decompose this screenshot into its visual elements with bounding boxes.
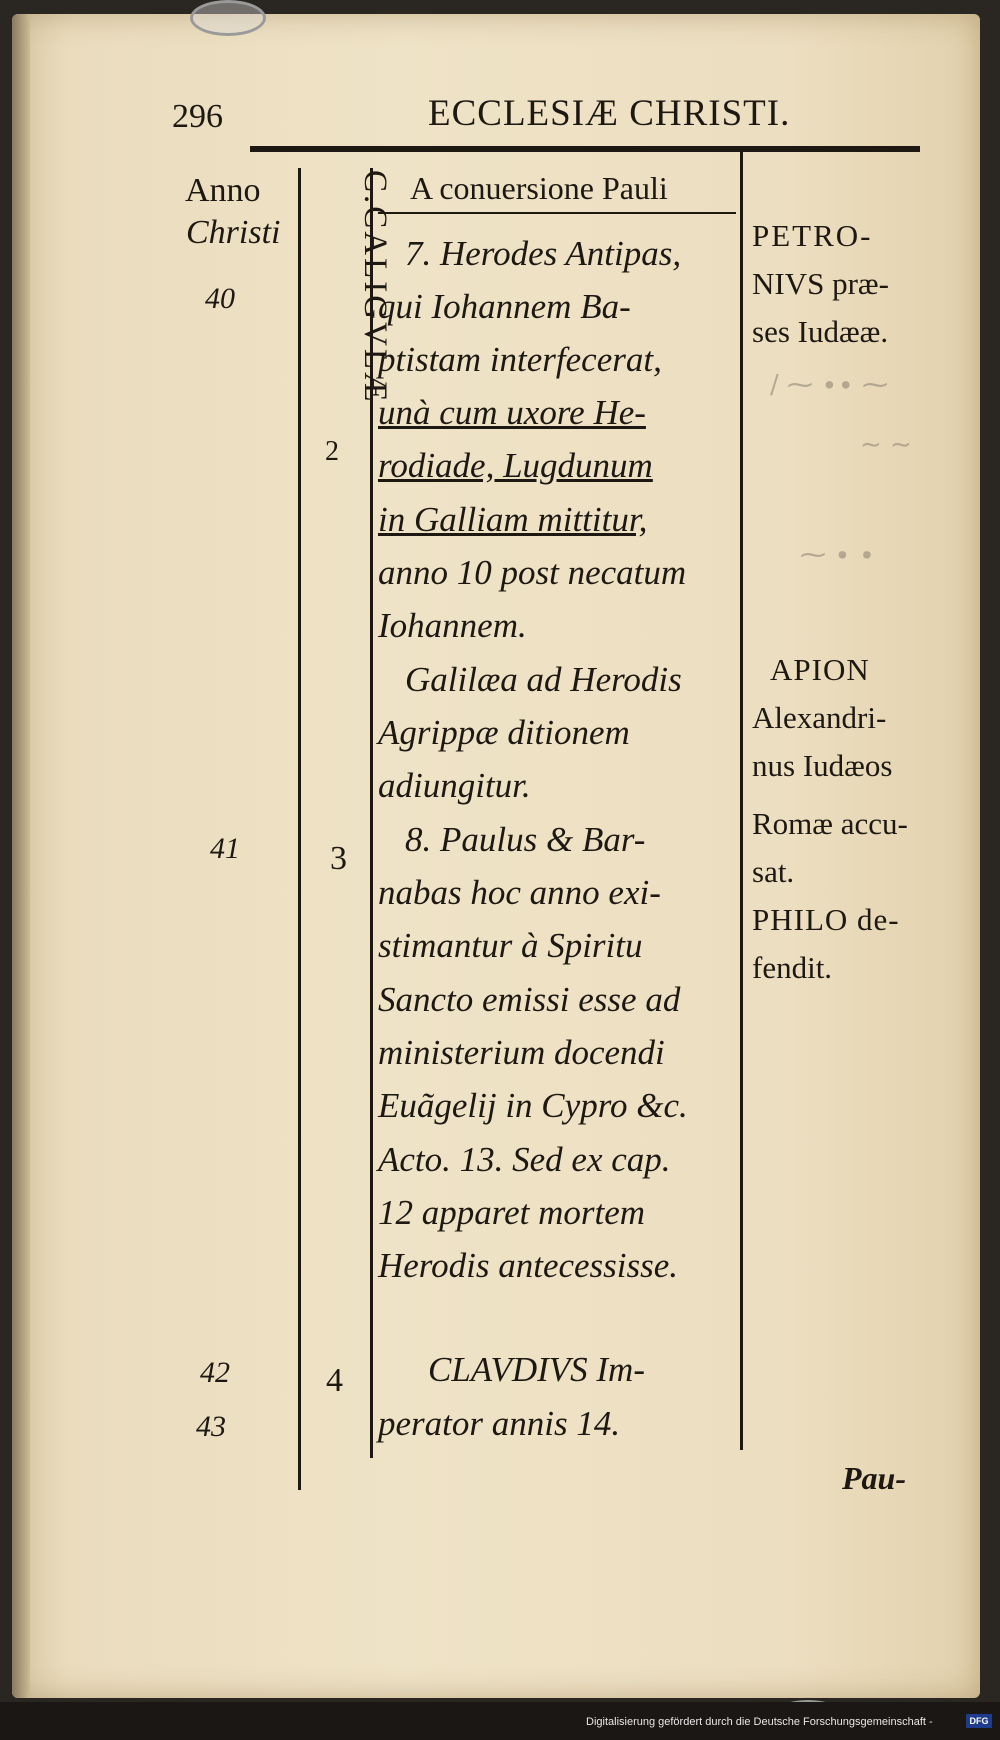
main-line-4: unà cum uxore He- <box>378 393 646 432</box>
main-line-7: anno 10 post necatum <box>378 553 687 592</box>
anno-label: Anno <box>185 172 261 209</box>
side-line-4: APION <box>770 652 870 687</box>
main-line-21: CLAVDIVS Im- <box>428 1350 645 1389</box>
page-gutter <box>12 14 30 1698</box>
column-heading: A conuersione Pauli <box>410 170 668 206</box>
main-line-5: rodiade, Lugdunum <box>378 446 653 485</box>
main-line-20: Herodis antecessisse. <box>378 1246 679 1285</box>
main-line-14: stimantur à Spiritu <box>378 926 643 965</box>
year-42: 42 <box>200 1356 230 1389</box>
emperor-title: C.CALIGVLÆ <box>357 170 393 405</box>
main-line-10: Agrippæ ditionem <box>378 713 630 752</box>
side-line-7: Romæ accu- <box>752 806 908 841</box>
main-line-2: qui Iohannem Ba- <box>378 287 631 326</box>
year-41: 41 <box>210 832 240 865</box>
side-line-6: nus Iudæos <box>752 748 893 783</box>
side-line-2: NIVS præ- <box>752 266 889 301</box>
side-line-10: fendit. <box>752 950 833 985</box>
side-line-9: PHILO de- <box>752 902 900 937</box>
pencil-marginalia-2: ∼ ∼ <box>860 430 912 460</box>
pencil-marginalia-3: ⁓ ∙ ∙ <box>800 540 876 570</box>
pencil-marginalia-1: ∕ ⁓ ∙∙ ⁓ <box>770 370 889 400</box>
dfg-logo-icon: DFG <box>966 1714 992 1728</box>
main-line-17: Euãgelij in Cypro &c. <box>378 1086 688 1125</box>
side-line-8: sat. <box>752 854 795 889</box>
main-line-8: Iohannem. <box>378 606 527 645</box>
footer-credit: Digitalisierung gefördert durch die Deutsche Forschungsgemeinschaft - <box>586 1716 933 1728</box>
main-line-16: ministerium docendi <box>378 1033 665 1072</box>
running-header: ECCLESIÆ CHRISTI. <box>428 93 791 134</box>
year-40: 40 <box>205 282 235 315</box>
page-number: 296 <box>172 98 223 135</box>
catchword: Pau- <box>842 1460 906 1496</box>
main-line-3: ptistam interfecerat, <box>378 340 662 379</box>
header-rule <box>250 146 920 152</box>
side-line-5: Alexandri- <box>752 700 887 735</box>
heading-underline <box>378 212 736 214</box>
main-line-22: perator annis 14. <box>378 1404 621 1443</box>
side-line-3: ses Iudææ. <box>752 314 889 349</box>
emperor-year-4: 4 <box>326 1362 343 1399</box>
main-line-9: Galilæa ad Herodis <box>405 660 682 699</box>
emperor-year-2: 2 <box>325 436 339 467</box>
main-line-15: Sancto emissi esse ad <box>378 980 681 1019</box>
year-43: 43 <box>196 1410 226 1443</box>
main-line-19: 12 apparet mortem <box>378 1193 646 1232</box>
column-rule-right <box>740 150 743 1450</box>
main-line-6: in Galliam mittitur, <box>378 500 648 539</box>
clip-top-icon <box>190 0 266 36</box>
main-line-12: 8. Paulus & Bar- <box>405 820 646 859</box>
main-line-18: Acto. 13. Sed ex cap. <box>378 1140 671 1179</box>
main-line-13: nabas hoc anno exi- <box>378 873 661 912</box>
column-rule-left <box>298 168 301 1490</box>
christi-label: Christi <box>186 214 281 251</box>
side-line-1: PETRO- <box>752 218 873 253</box>
main-line-1: 7. Herodes Antipas, <box>405 234 682 273</box>
main-line-11: adiungitur. <box>378 766 531 805</box>
emperor-year-3: 3 <box>330 840 347 877</box>
